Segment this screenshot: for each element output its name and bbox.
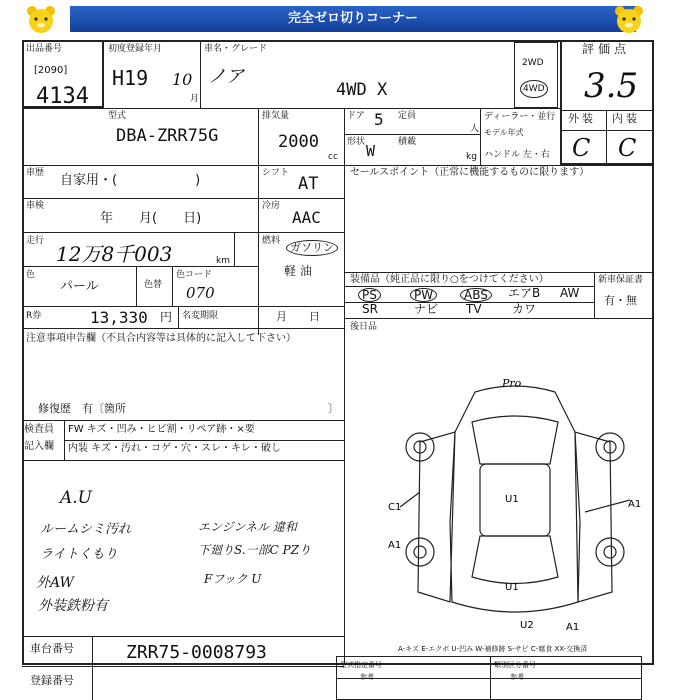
car-name: ノア — [208, 66, 244, 87]
divider — [22, 198, 344, 199]
hw-line-4: 外AW — [36, 575, 74, 591]
car-damage-diagram — [380, 372, 650, 637]
repair-label: 修復歴 有〔箇所 — [38, 402, 126, 415]
ext-label: 外装 — [568, 112, 596, 125]
reg-month: 10 — [172, 70, 193, 89]
divider — [22, 420, 344, 421]
model: DBA-ZRR75G — [116, 126, 219, 146]
name-change-value: 月 日 — [276, 310, 320, 323]
int-grade: C — [618, 134, 637, 162]
divider — [344, 165, 345, 665]
divider — [22, 460, 344, 461]
name-change-label: 名変期限 — [182, 311, 219, 321]
reg-year: H19 — [112, 66, 149, 90]
tone-label: 色替 — [144, 280, 163, 290]
divider — [200, 40, 201, 108]
divider — [560, 110, 654, 111]
diagram-top-label: Pro — [502, 377, 522, 390]
mark-a1-right: A1 — [628, 499, 642, 510]
banner-title: 完全ゼロ切りコーナー — [70, 6, 636, 32]
divider — [234, 232, 235, 266]
equipment-label: 装備品（純正品に限り○をつけてください） — [350, 274, 549, 285]
divider — [258, 108, 259, 165]
month-unit: 月 — [190, 94, 200, 104]
shape: W — [366, 142, 376, 160]
recycle-unit: 円 — [160, 310, 173, 324]
equip-tv: TV — [466, 302, 482, 316]
sales-label: セールスポイント（正常に機能するものに限ります） — [350, 167, 590, 178]
mark-a1-rear: A1 — [566, 622, 580, 633]
divider — [344, 134, 480, 135]
diagram-legend: A-キズ E-エクボ U-凹み W-補修跡 S-サビ C-腐食 XX-交換済 — [398, 645, 588, 653]
history-value: 自家用・( ) — [60, 173, 201, 188]
equip-abs: ABS — [460, 288, 492, 302]
history-label: 車歴 — [26, 168, 45, 178]
equip-pw: PW — [410, 288, 437, 302]
color-label: 色 — [26, 270, 36, 280]
int-label: 内装 — [612, 112, 640, 125]
recycle-value: 13,330 — [90, 308, 148, 327]
mark-c1: C1 — [388, 502, 402, 513]
code-label: 色コード — [176, 270, 213, 280]
warranty-value: 有・無 — [604, 294, 637, 307]
dealer-label: ディーラー・並行 — [484, 112, 556, 122]
score-value: 3.5 — [584, 66, 639, 106]
divider — [178, 306, 179, 328]
divider — [480, 108, 481, 165]
mileage-value: 12万8千003 — [56, 242, 173, 266]
recycle-label: R券 — [26, 311, 42, 321]
divider — [92, 636, 93, 700]
divider — [490, 656, 491, 700]
divider — [344, 318, 654, 319]
equip-navi: ナビ — [414, 302, 439, 316]
divider — [22, 266, 258, 267]
divider — [22, 165, 654, 166]
grade: 4WD X — [336, 80, 388, 100]
mark-u2: U2 — [520, 620, 534, 631]
divider — [560, 130, 654, 131]
color-code: 070 — [186, 284, 215, 302]
drive-cell — [514, 42, 558, 108]
hw-line-5: 外装鉄粉有 — [38, 598, 108, 614]
hw-line-2: ルームシミ汚れ — [40, 522, 132, 537]
hw-line-3: ライトくもり — [40, 547, 118, 562]
reg-label: 初度登録年月 — [108, 44, 163, 54]
equip-leather: カワ — [512, 302, 537, 316]
ext-grade: C — [572, 134, 591, 162]
disp-label: 排気量 — [262, 111, 290, 121]
disp: 2000 — [278, 132, 319, 152]
shift-label: シフト — [262, 168, 290, 178]
divider — [136, 266, 137, 306]
handle-label: ハンドル 左・右 — [484, 150, 550, 160]
warranty-label: 新車保証書 — [598, 275, 644, 285]
fuel-label: 燃料 — [262, 236, 281, 246]
doors: 5 — [374, 110, 384, 129]
divider — [64, 440, 344, 441]
cap-label: 定員 — [398, 111, 417, 121]
checker-row-1: FW キズ・凹み・ヒビ割・リペア跡・×要 — [68, 424, 255, 435]
load-label: 積載 — [398, 137, 417, 147]
lot-number: 4134 — [36, 84, 89, 109]
equip-airbag: エアB — [508, 286, 541, 300]
mileage-unit: km — [216, 256, 230, 266]
fuel-diesel: 軽油 — [284, 264, 317, 278]
hw-line-1: A.U — [60, 488, 93, 508]
lot-label: 出品番号 — [26, 44, 63, 54]
divider — [22, 328, 344, 329]
equip-sr: SR — [362, 302, 378, 316]
small-label-3: 参考 — [360, 673, 374, 681]
mileage-label: 走行 — [26, 236, 45, 246]
chassis-label: 車台番号 — [30, 642, 74, 655]
divider — [172, 266, 173, 306]
model-label: 型式 — [108, 111, 127, 121]
ac-label: 冷房 — [262, 201, 281, 211]
ac: AAC — [292, 208, 321, 227]
mark-a1-left: A1 — [388, 540, 402, 551]
divider — [344, 286, 594, 287]
divider — [22, 636, 344, 637]
disp-unit: cc — [328, 152, 338, 162]
modelyear-label: モデル年式 — [484, 128, 524, 137]
later-label: 後日品 — [350, 322, 378, 332]
divider — [258, 165, 259, 335]
divider — [22, 232, 344, 233]
divider — [336, 678, 642, 679]
name-label: 車名・グレード — [204, 44, 268, 54]
color-value: パール — [60, 279, 99, 294]
divider — [22, 666, 344, 667]
divider — [606, 110, 607, 165]
door-label: ドア — [347, 111, 365, 121]
hw-right-3: Fフック U — [204, 572, 262, 586]
equip-aw: AW — [560, 286, 580, 300]
lot-code: [2090] — [34, 65, 68, 76]
inspection-label: 車検 — [26, 201, 45, 211]
checker-label-1: 検査員 — [24, 424, 54, 435]
divider — [344, 272, 654, 273]
load-unit: kg — [466, 152, 477, 162]
divider — [344, 108, 345, 165]
drive-2wd: 2WD — [522, 58, 544, 68]
divider — [594, 272, 595, 318]
inspection-value: 年 月( 日) — [100, 211, 202, 226]
small-label-1: 型式指定番号 — [340, 661, 382, 669]
cap-unit: 人 — [470, 124, 480, 134]
fuel-gas: ガソリン — [286, 240, 338, 256]
score-label: 評価点 — [582, 42, 631, 56]
shape-label: 形状 — [347, 137, 366, 147]
divider — [22, 306, 344, 307]
chassis-number: ZRR75-0008793 — [126, 642, 267, 663]
checker-label-2: 記入欄 — [24, 441, 54, 452]
drive-4wd: 4WD — [520, 80, 548, 98]
bear-mascot-left-icon — [24, 4, 58, 34]
equip-ps: PS — [358, 288, 381, 302]
hw-right-2: 下廻りS.一部C PZり — [198, 543, 312, 557]
mark-u1-rear: U1 — [505, 582, 519, 593]
notes-label: 注意事項申告欄（不具合内容等は具体的に記入して下さい） — [26, 333, 296, 344]
small-label-2: 類別区分番号 — [494, 661, 536, 669]
small-label-4: 参考 — [510, 673, 524, 681]
mark-u1-front: U1 — [505, 494, 519, 505]
repair-close: 〕 — [328, 402, 339, 415]
hw-right-1: エンジンネル 違和 — [198, 520, 297, 534]
reg-number-label: 登録番号 — [30, 674, 74, 687]
shift: AT — [298, 174, 319, 194]
bear-mascot-right-icon — [612, 4, 646, 34]
checker-row-2: 内装 キズ・汚れ・コゲ・穴・スレ・キレ・破し — [68, 443, 281, 454]
